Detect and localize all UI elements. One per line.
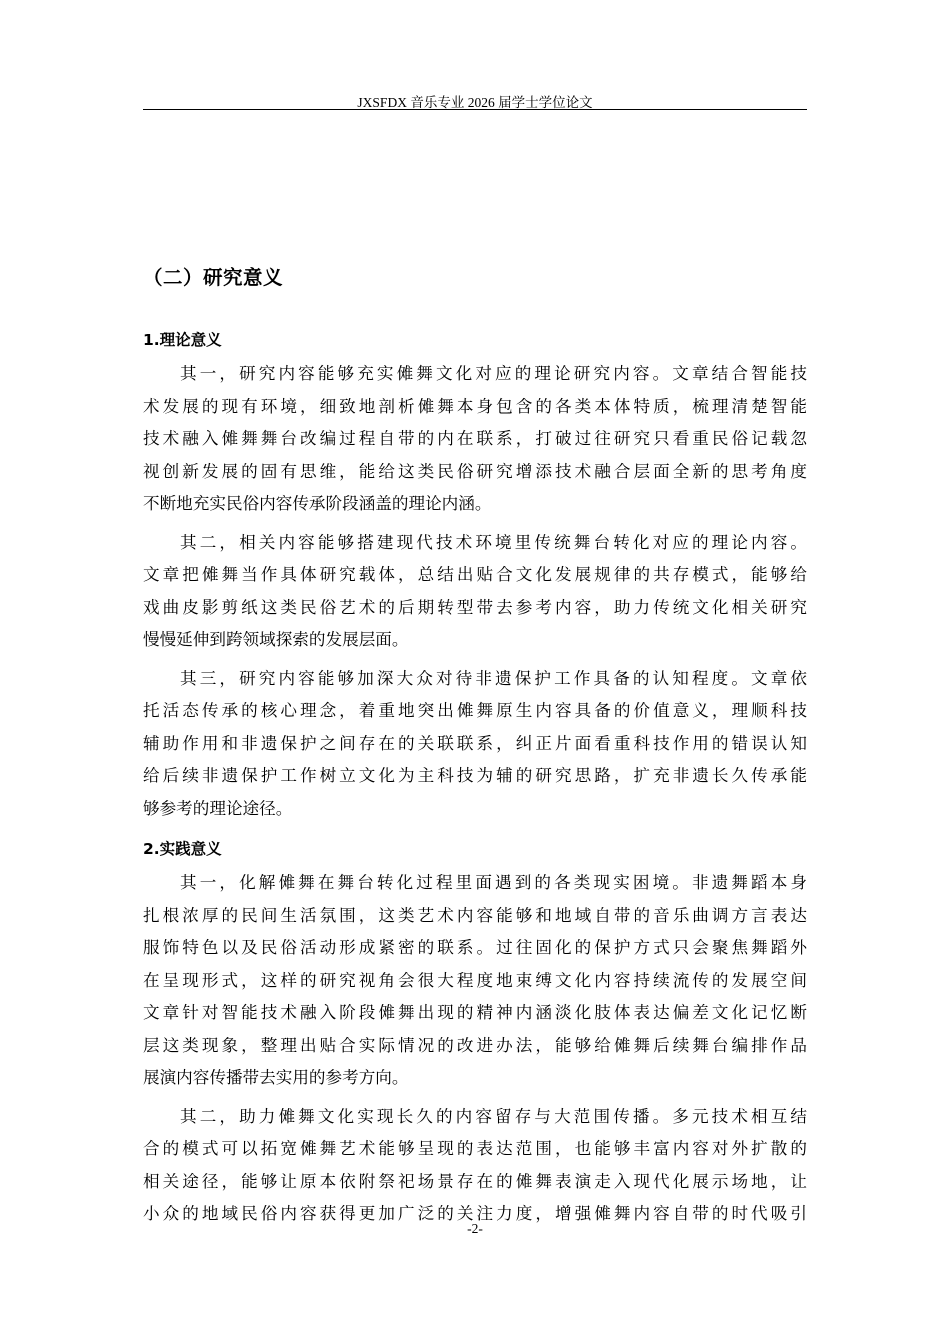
- text-line: 展演内容传播带去实用的参考方向。: [143, 1068, 409, 1087]
- text-line: 视创新发展的固有思维，能给这类民俗研究增添技术融合层面全新的思考角度: [143, 461, 807, 481]
- text-line: 在呈现形式，这样的研究视角会很大程度地束缚文化内容持续流传的发展空间: [143, 970, 807, 990]
- practice-heading: 2.实践意义: [143, 840, 222, 858]
- text-line: 文章把傩舞当作具体研究载体，总结出贴合文化发展规律的共存模式，能够给: [143, 565, 807, 584]
- text-line: 相关途径，能够让原本依附祭祀场景存在的傩舞表演走入现代化展示场地，让: [143, 1171, 807, 1191]
- text-line: 术发展的现有环境，细致地剖析傩舞本身包含的各类本体特质，梳理清楚智能: [143, 396, 807, 416]
- text-line: 其一，化解傩舞在舞台转化过程里面遇到的各类现实困境。非遗舞蹈本身: [180, 873, 807, 892]
- text-line: 其二，助力傩舞文化实现长久的内容留存与大范围传播。多元技术相互结: [180, 1106, 807, 1126]
- practice-paragraph-2: [143, 1101, 807, 1231]
- header-rule: [143, 109, 807, 110]
- text-line: 层这类现象，整理出贴合实际情况的改进办法，能够给傩舞后续舞台编排作品: [143, 1035, 807, 1055]
- section-title: （二）研究意义: [143, 266, 284, 289]
- text-line: 慢慢延伸到跨领域探索的发展层面。: [143, 630, 409, 649]
- text-line: 服饰特色以及民俗活动形成紧密的联系。过往固化的保护方式只会聚焦舞蹈外: [143, 938, 807, 957]
- text-line: 文章针对智能技术融入阶段傩舞出现的精神内涵淡化肢体表达偏差文化记忆断: [143, 1003, 807, 1022]
- text-line: 其三，研究内容能够加深大众对待非遗保护工作具备的认知程度。文章依: [180, 668, 807, 688]
- text-line: 够参考的理论途径。: [143, 798, 293, 818]
- running-header: JXSFDX 音乐专业 2026 届学士学位论文: [357, 95, 593, 110]
- theory-paragraph-1: [143, 358, 807, 521]
- text-line: 合的模式可以拓宽傩舞艺术能够呈现的表达范围，也能够丰富内容对外扩散的: [143, 1139, 807, 1158]
- page-number: -2-: [467, 1221, 483, 1236]
- text-line: 其二，相关内容能够搭建现代技术环境里传统舞台转化对应的理论内容。: [180, 532, 807, 552]
- theory-paragraph-3: [143, 663, 807, 826]
- text-line: 扎根浓厚的民间生活氛围，这类艺术内容能够和地域自带的音乐曲调方言表达: [143, 905, 807, 925]
- text-line: 辅助作用和非遗保护之间存在的关联联系，纠正片面看重科技作用的错误认知: [143, 733, 807, 753]
- theory-paragraph-2: [143, 527, 807, 657]
- text-line: 给后续非遗保护工作树立文化为主科技为辅的研究思路，扩充非遗长久传承能: [143, 766, 807, 785]
- text-line: 戏曲皮影剪纸这类民俗艺术的后期转型带去参考内容，助力传统文化相关研究: [143, 597, 807, 617]
- text-line: 技术融入傩舞舞台改编过程自带的内在联系，打破过往研究只看重民俗记载忽: [143, 429, 807, 448]
- body-content: [143, 322, 807, 1231]
- text-line: 其一，研究内容能够充实傩舞文化对应的理论研究内容。文章结合智能技: [180, 364, 807, 383]
- text-line: 托活态传承的核心理念，着重地突出傩舞原生内容具备的价值意义，理顺科技: [143, 701, 807, 720]
- practice-paragraph-1: [143, 867, 807, 1095]
- theory-heading: 1.理论意义: [143, 331, 222, 349]
- text-line: 小众的地域民俗内容获得更加广泛的关注力度，增强傩舞内容自带的时代吸引: [143, 1204, 807, 1223]
- text-line: 不断地充实民俗内容传承阶段涵盖的理论内涵。: [143, 494, 492, 513]
